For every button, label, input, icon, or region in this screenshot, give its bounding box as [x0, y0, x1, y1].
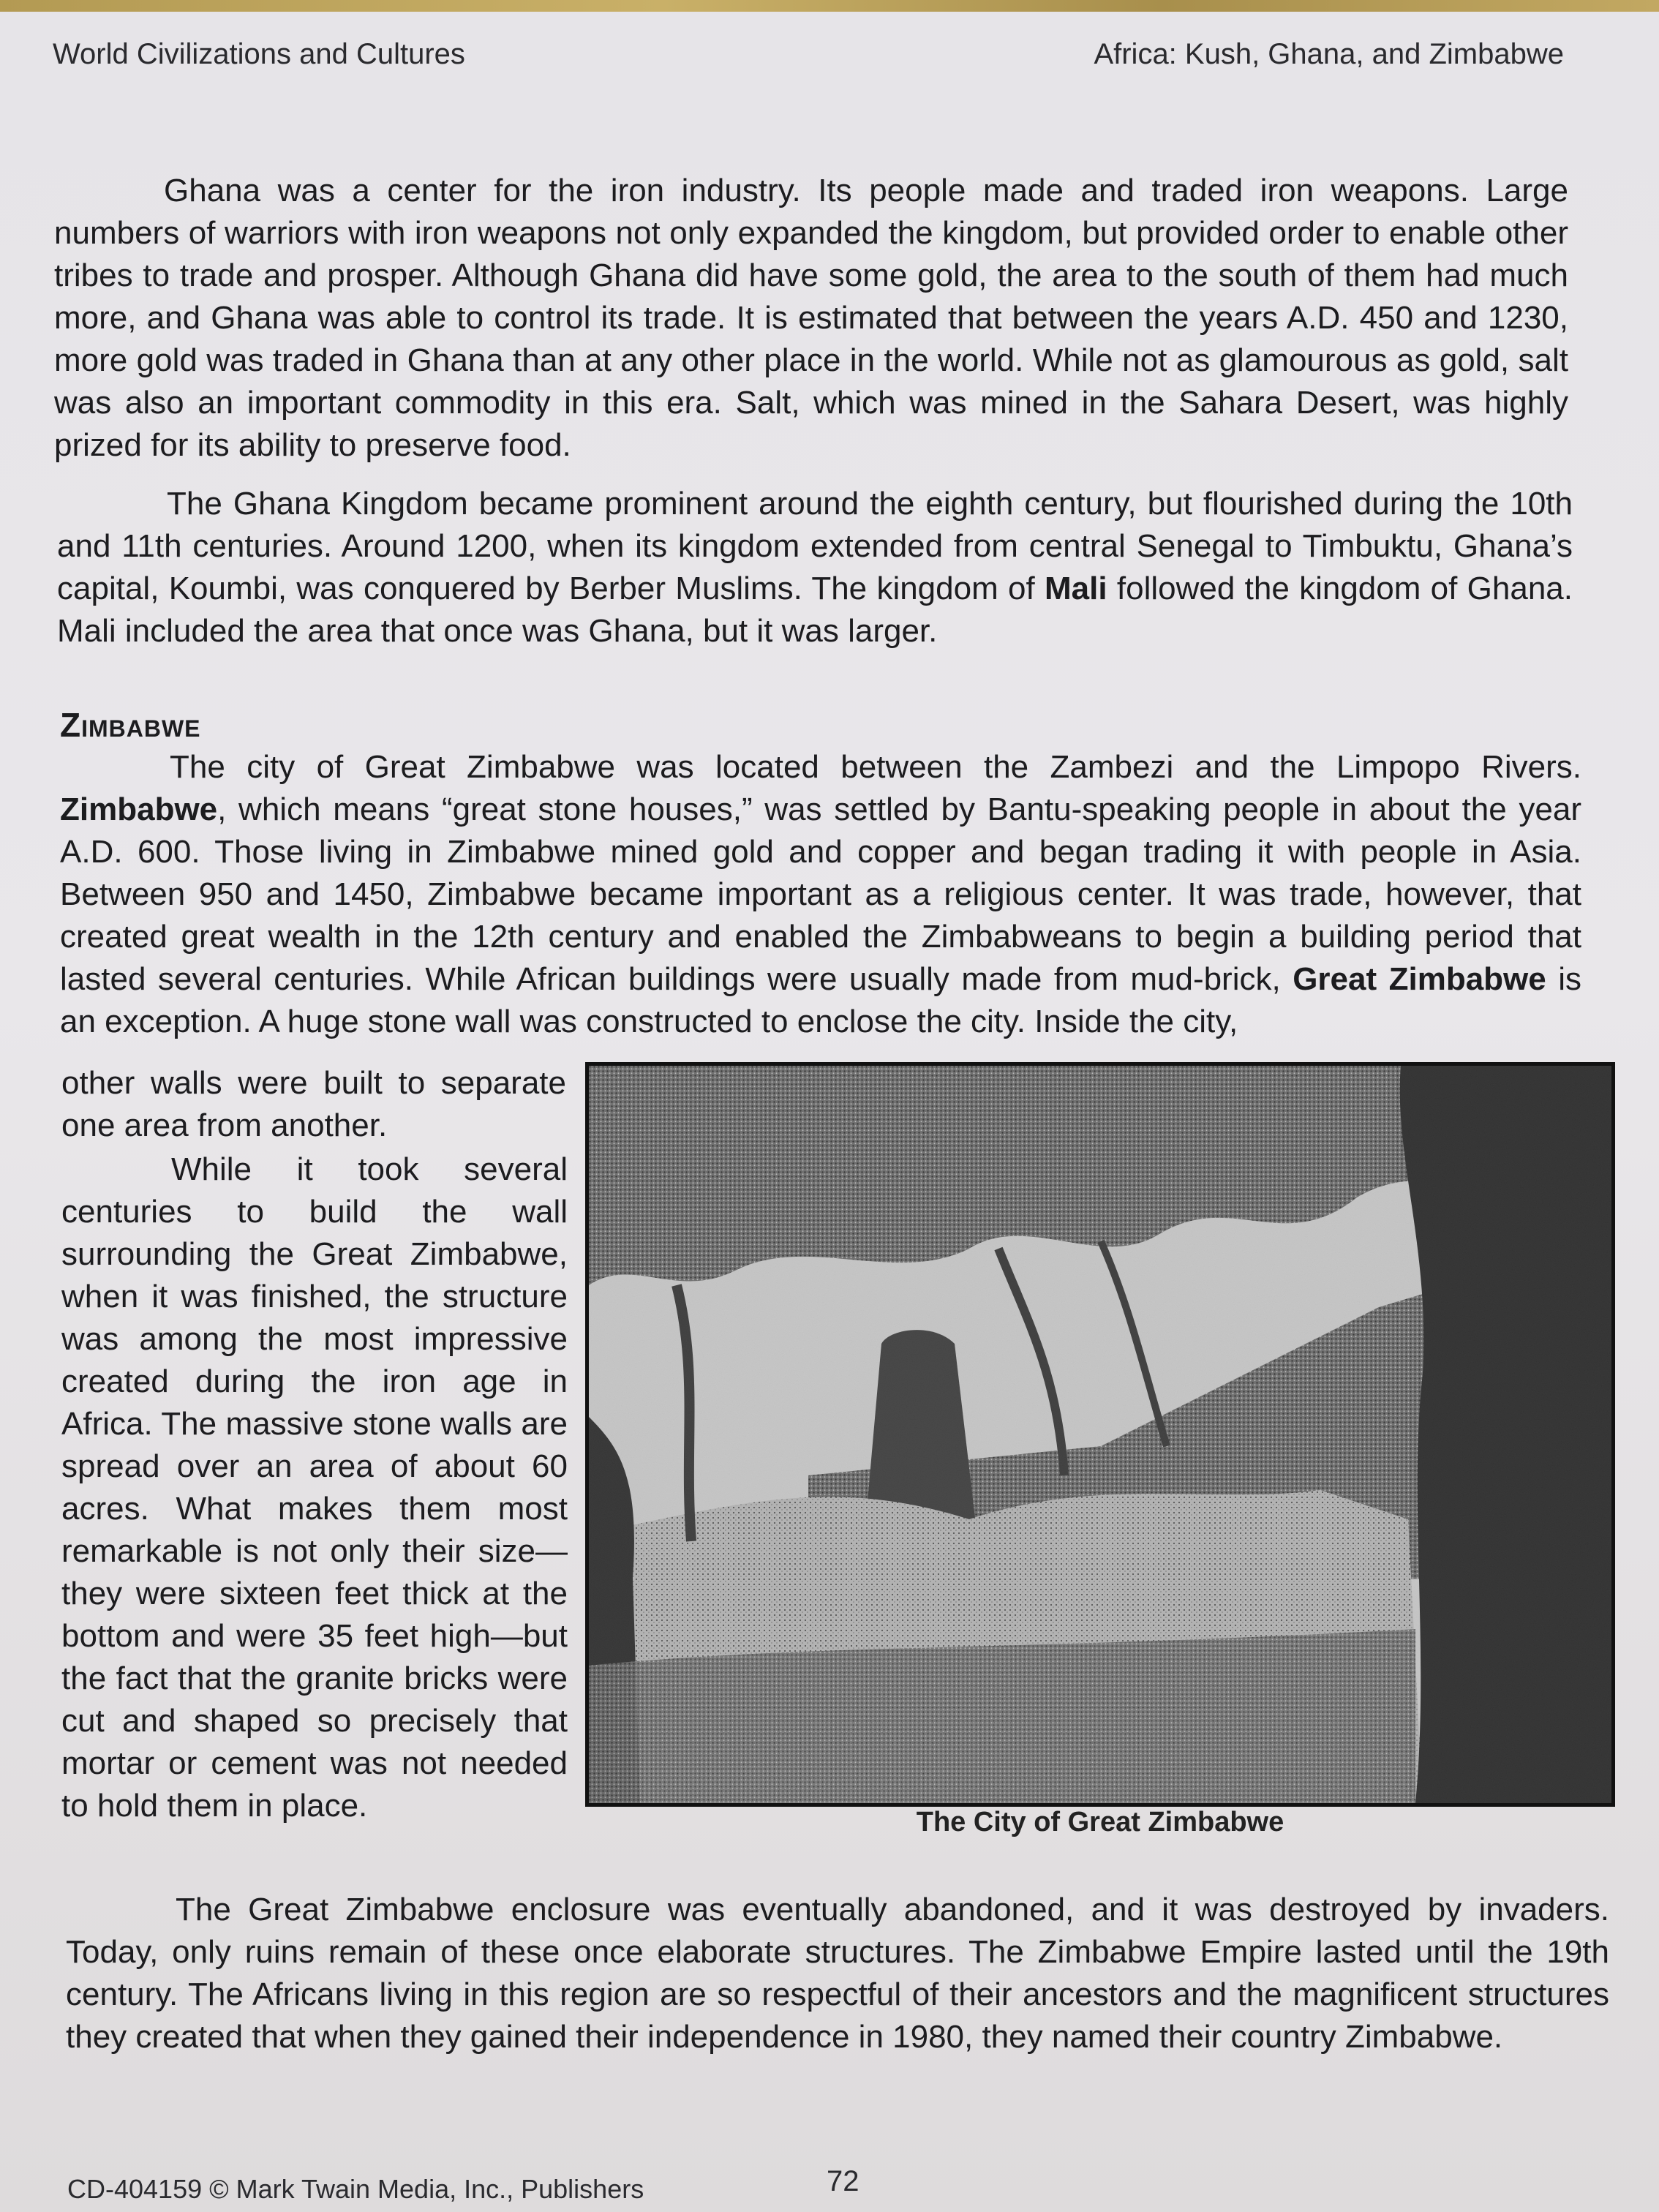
text-run: is an exception. A huge stone wall was constructed to enclose the city. Inside the city, — [60, 961, 1581, 1039]
text-run: , which means “great stone houses,” was settled by Bantu-speaking people in about the year A.D. 600. Those living in Zimbabwe mined gold and copper and began trading it with people in Asia. Between 950 and 1450, Zimbabwe became important as a religious center. It was trade, however, that created great wealth in the 12th century and enabled the Zimbabweans to begin a building period that lasted several centuries. While African buildings were usually made from mud-brick, — [60, 791, 1581, 997]
page-number: 72 — [827, 2165, 859, 2197]
text-run: The city of Great Zimbabwe was located between the Zambezi and the Limpopo Rivers. — [170, 749, 1581, 785]
bold-term-zimbabwe: Zimbabwe — [60, 791, 218, 827]
paragraph-ghana-kingdom — [57, 483, 1573, 652]
section-heading-zimbabwe: Zimbabwe — [60, 706, 201, 744]
text-run: followed the kingdom of Ghana. Mali included the area that once was Ghana, but it was larger. — [57, 571, 1573, 649]
figure-great-zimbabwe-illustration — [585, 1062, 1615, 1807]
page-edge — [0, 0, 1659, 12]
engraving-texture — [589, 1066, 1611, 1803]
footer-publisher: CD-404159 © Mark Twain Media, Inc., Publishers — [67, 2174, 644, 2204]
paragraph-zimbabwe-intro-end: other walls were built to separate one area from another. — [61, 1065, 566, 1143]
figure-caption: The City of Great Zimbabwe — [916, 1807, 1284, 1837]
running-head-left: World Civilizations and Cultures — [53, 38, 465, 70]
bold-term-great-zimbabwe: Great Zimbabwe — [1293, 961, 1546, 997]
paragraph-zimbabwe-intro — [60, 746, 1581, 1043]
paragraph-walls: While it took several centuries to build the wall surrounding the Great Zimbabwe, when it was finished, the structure was among the most impressive created during the iron age in Africa. The massive stone walls are spread over an area of about 60 acres. What makes them most remarkable is not only their size—they were sixteen feet thick at the bottom and were 35 feet high—but the fact that the granite bricks were cut and shaped so precisely that mortar or cement was not needed to hold them in place. — [61, 1151, 568, 1824]
paragraph-ghana-iron: Ghana was a center for the iron industry. Its people made and traded iron weapons. Large numbers of warriors with iron weapons not only expanded the kingdom, but provided order to enable other tribes to trade and prosper. Although Ghana did have some gold, the area to the south of them had much more, and Ghana was able to control its trade. It is estimated that between the years A.D. 450 and 1230, more gold was traded in Ghana than at any other place in the world. While not as glamourous as gold, salt was also an important commodity in this era. Salt, which was mined in the Sahara Desert, was highly prized for its ability to preserve food. — [54, 173, 1568, 463]
engraving-image — [589, 1066, 1611, 1803]
bold-term-mali: Mali — [1045, 571, 1107, 606]
running-head-right: Africa: Kush, Ghana, and Zimbabwe — [1094, 38, 1564, 70]
text-run: The Ghana Kingdom became prominent around the eighth century, but flourished during the 10th and 11th centuries. Around 1200, when its kingdom extended from central Senegal to Timbuktu, Ghana’s capital, Koumbi, was conquered by Berber Muslims. The kingdom of — [57, 486, 1573, 606]
paragraph-abandoned: The Great Zimbabwe enclosure was eventually abandoned, and it was destroyed by invaders. Today, only ruins remain of these once elaborate structures. The Zimbabwe Empire lasted until the 19th century. The Africans living in this region are so respectful of their ancestors and the magnificent structures they created that when they gained their independence in 1980, they named their country Zimbabwe. — [66, 1892, 1609, 2055]
